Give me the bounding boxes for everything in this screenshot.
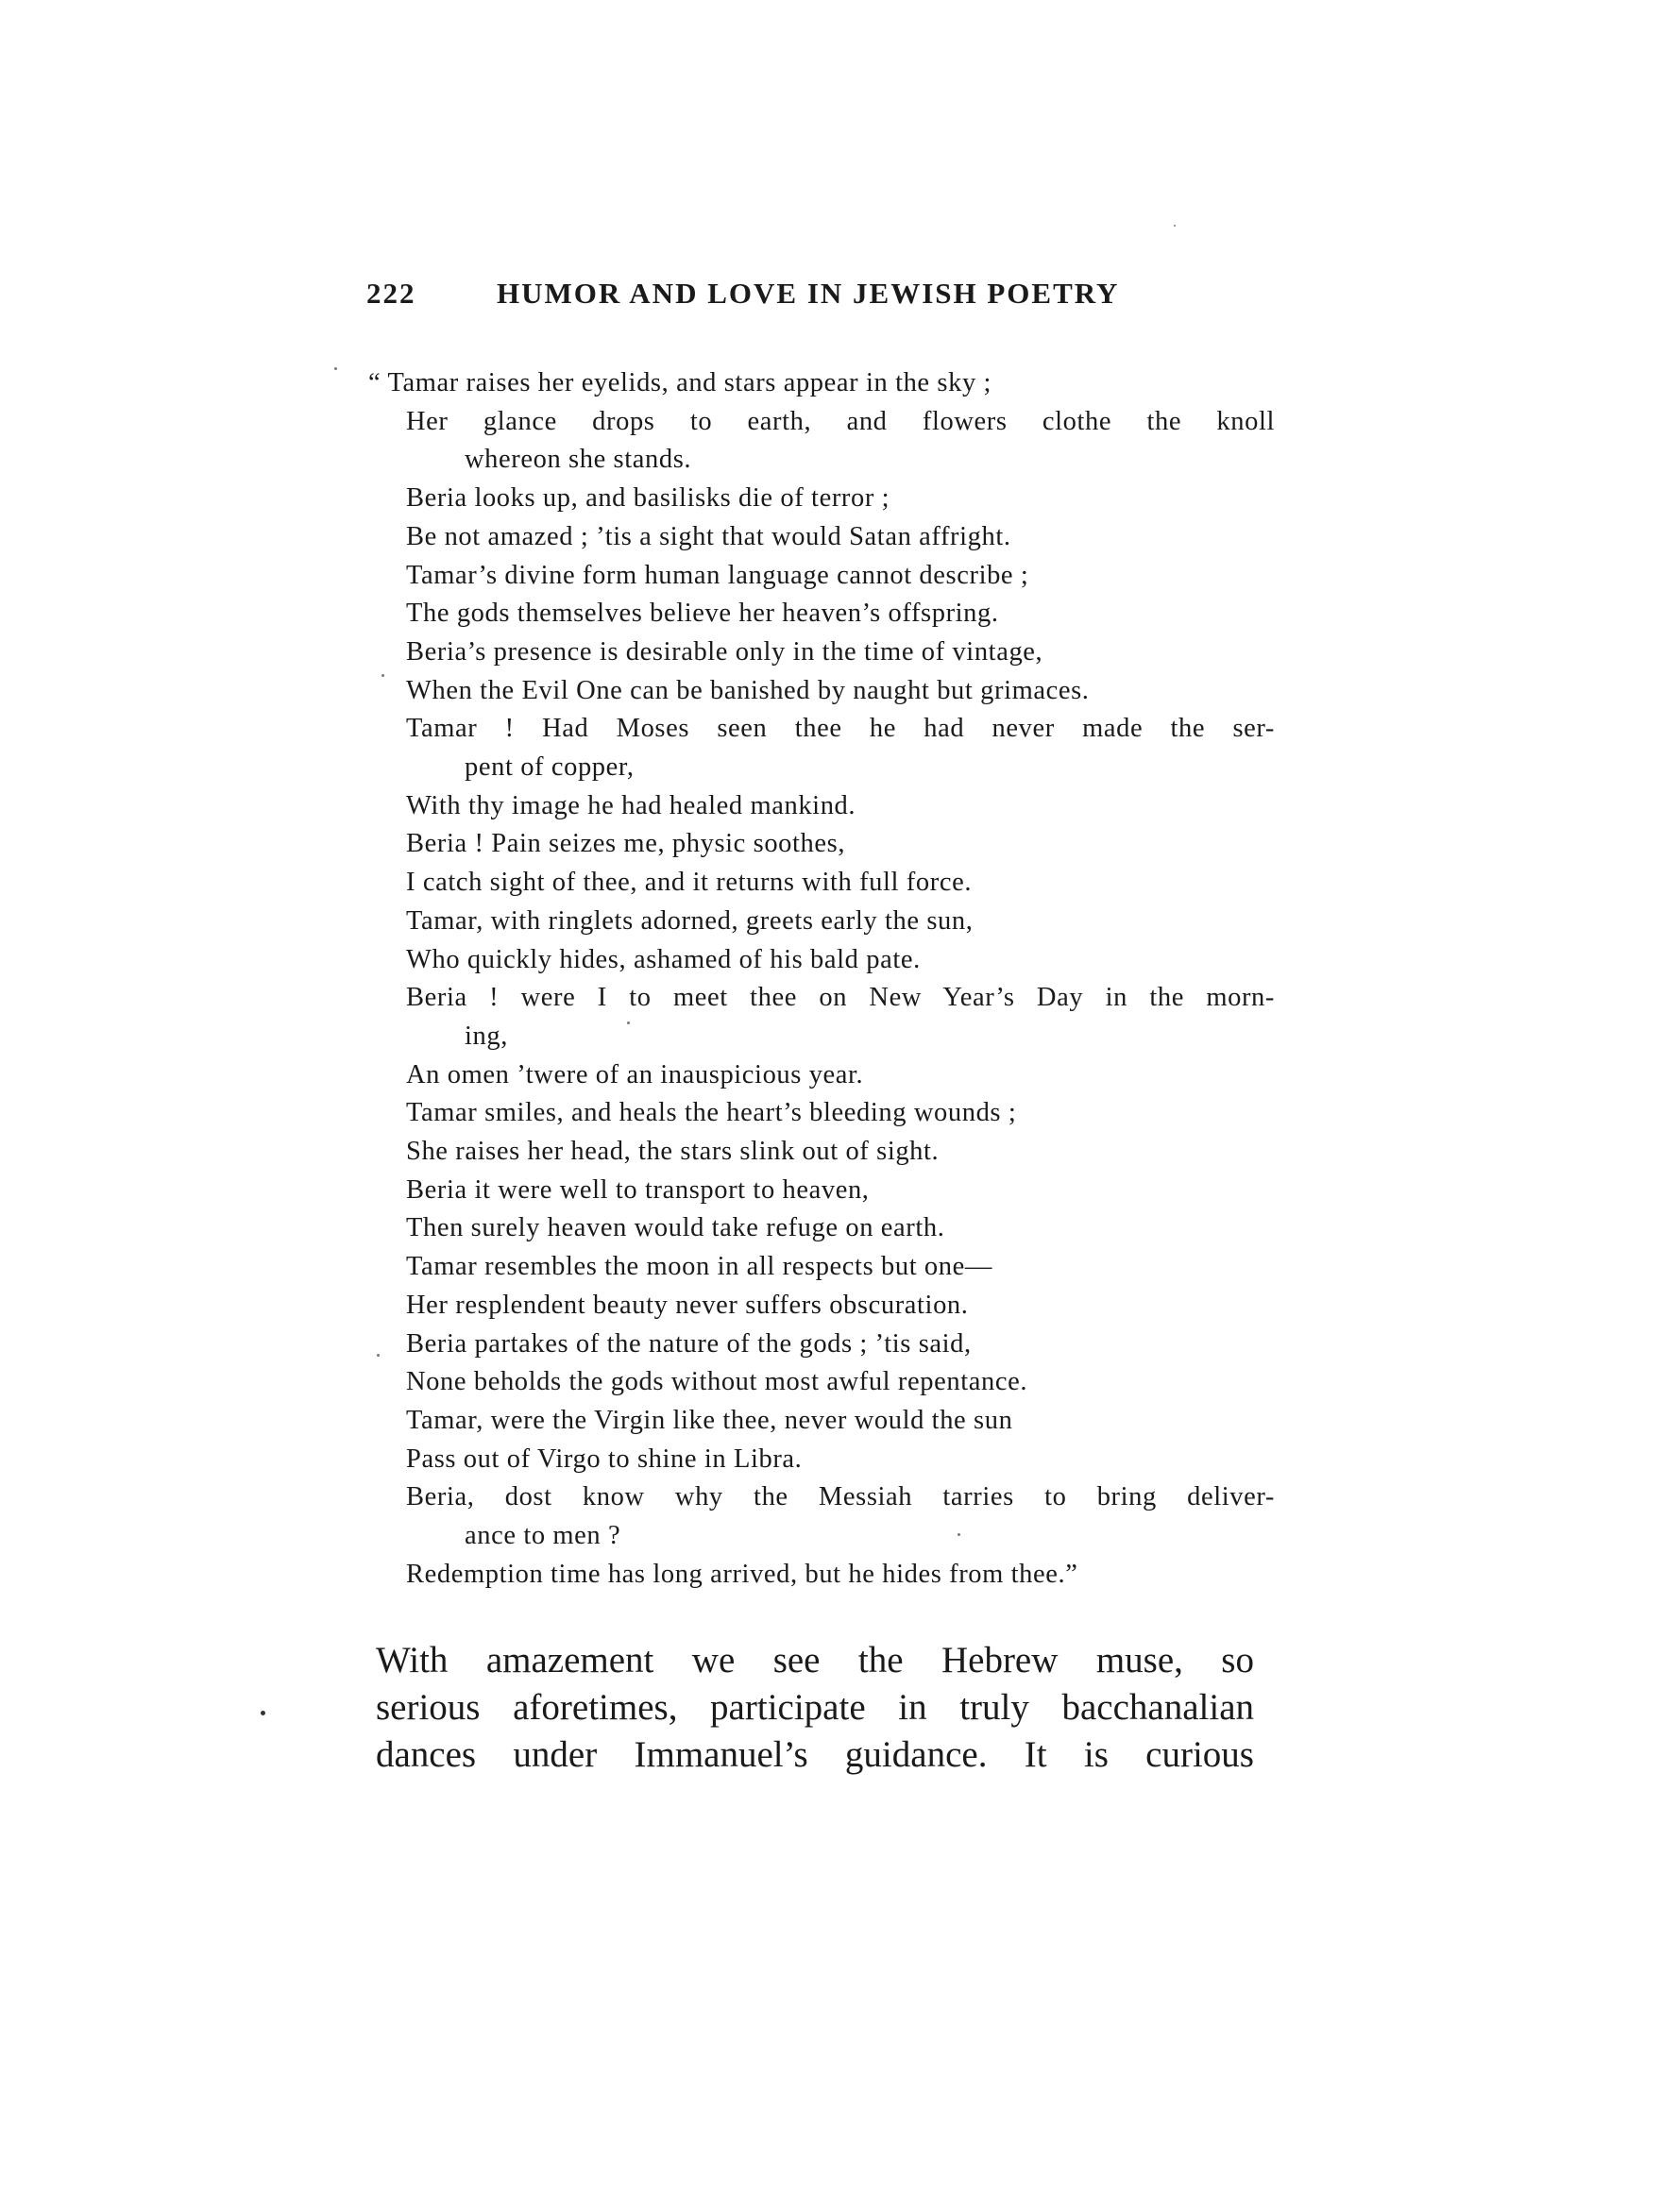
poem-line: Her glance drops to earth, and flowers clothe the knoll	[406, 406, 1275, 436]
poem-line: Her resplendent beauty never suffers obscuration.	[406, 1290, 969, 1320]
poem-line: Beria partakes of the nature of the gods ; ’tis said,	[406, 1328, 972, 1359]
page-number: 222	[366, 277, 416, 310]
poem-line: Tamar’s divine form human language cannot describe ;	[406, 560, 1029, 590]
running-title: HUMOR AND LOVE IN JEWISH POETRY	[497, 277, 1120, 310]
poem-line: Who quickly hides, ashamed of his bald pate.	[406, 944, 921, 974]
poem-line: Tamar, with ringlets adorned, greets early the sun,	[406, 905, 974, 936]
poem-line-continuation: pent of copper,	[465, 752, 635, 783]
poem-line: Tamar resembles the moon in all respects but one—	[406, 1252, 992, 1282]
print-speck	[381, 674, 384, 677]
poem-line-continuation: ance to men ?	[465, 1521, 621, 1551]
print-speck	[627, 1022, 630, 1024]
poem-line: Tamar, were the Virgin like thee, never would the sun	[406, 1405, 1013, 1435]
poem-line: Beria it were well to transport to heaven,	[406, 1174, 870, 1205]
poem-line: When the Evil One can be banished by naught but grimaces.	[406, 675, 1090, 705]
poem-line: Be not amazed ; ’tis a sight that would Satan affright.	[406, 521, 1011, 551]
poem-line: Beria ! Pain seizes me, physic soothes,	[406, 829, 846, 859]
poem-line: Beria ! were I to meet thee on New Year’s Day in the morn-	[406, 983, 1275, 1013]
poem-line: I catch sight of thee, and it returns with full force.	[406, 868, 973, 898]
poem-line: Redemption time has long arrived, but he hides from thee.”	[406, 1559, 1078, 1589]
poem-line: Tamar ! Had Moses seen thee he had never made the ser-	[406, 714, 1275, 744]
poem-line: Beria, dost know why the Messiah tarries to bring deliver-	[406, 1482, 1275, 1512]
print-speck	[377, 1354, 380, 1357]
poem-line: Tamar smiles, and heals the heart’s bleeding wounds ;	[406, 1098, 1017, 1128]
poem-line: Beria’s presence is desirable only in the time of vintage,	[406, 636, 1043, 667]
poem-line: “ Tamar raises her eyelids, and stars appear in the sky ;	[368, 368, 992, 397]
poem-line-continuation: ing,	[465, 1021, 508, 1051]
print-speck	[958, 1533, 960, 1536]
prose-line: serious aforetimes, participate in truly bacchanalian	[376, 1687, 1254, 1728]
prose-line: With amazement we see the Hebrew muse, so	[376, 1640, 1254, 1680]
poem-line: None beholds the gods without most awful repentance.	[406, 1367, 1028, 1397]
poem-line: With thy image he had healed mankind.	[406, 790, 856, 820]
poem-line: Then surely heaven would take refuge on earth.	[406, 1213, 945, 1243]
prose-line: dances under Immanuel’s guidance. It is curious	[376, 1734, 1254, 1775]
print-speck	[334, 367, 337, 370]
print-speck	[1174, 225, 1176, 227]
prose-paragraph	[376, 1637, 1254, 1779]
poem-line: Pass out of Virgo to shine in Libra.	[406, 1444, 803, 1474]
poem-line: An omen ’twere of an inauspicious year.	[406, 1059, 864, 1089]
poem-line: She raises her head, the stars slink out of sight.	[406, 1137, 940, 1167]
poem-line: Beria looks up, and basilisks die of terror ;	[406, 483, 890, 514]
print-speck	[261, 1711, 265, 1715]
poem-line-continuation: whereon she stands.	[465, 445, 692, 475]
running-head	[366, 277, 1254, 318]
poem-line: The gods themselves believe her heaven’s offspring.	[406, 599, 999, 629]
poem-block	[368, 364, 1275, 1595]
